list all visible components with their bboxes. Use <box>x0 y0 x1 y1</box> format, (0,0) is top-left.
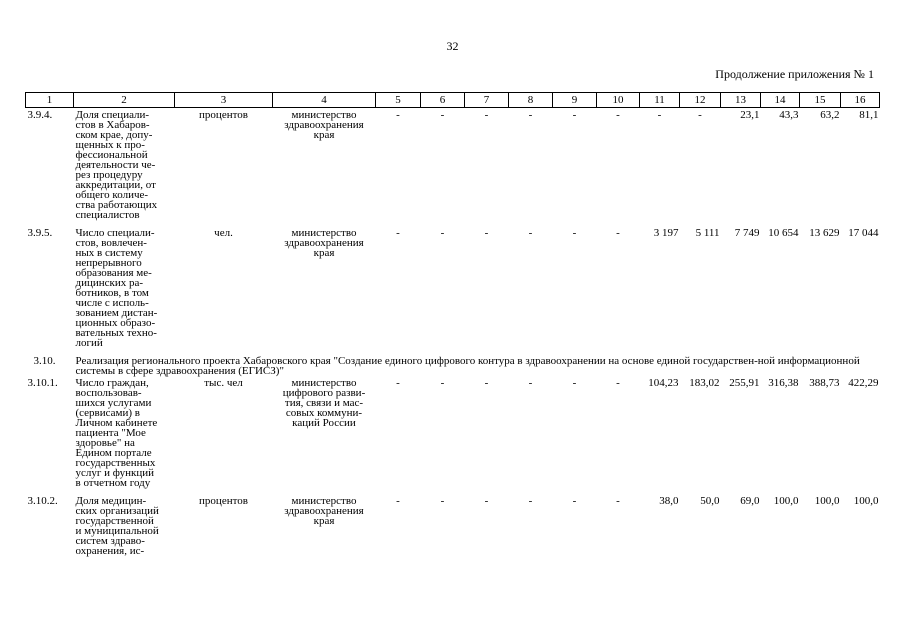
column-number-row <box>26 93 880 108</box>
value-cell: - <box>616 495 620 507</box>
column-header: 5 <box>376 93 421 108</box>
column-header: 9 <box>553 93 597 108</box>
column-header: 3 <box>175 93 273 108</box>
value-cell: - <box>396 495 400 507</box>
column-header: 11 <box>640 93 680 108</box>
column-header: 14 <box>761 93 800 108</box>
column-header: 13 <box>721 93 761 108</box>
unit-cell: процентов <box>199 109 248 121</box>
value-cell: 104,23 <box>648 377 679 389</box>
value-cell: - <box>616 227 620 239</box>
value-cell: - <box>484 227 489 239</box>
column-header: 16 <box>841 93 880 108</box>
value-cell: 17 044 <box>848 227 879 239</box>
value-cell: 23,1 <box>740 109 760 121</box>
value-cell: - <box>616 377 620 389</box>
row-number: 3.9.4. <box>27 109 53 121</box>
value-cell: 63,2 <box>820 109 840 121</box>
value-cell: - <box>396 377 400 389</box>
value-cell: - <box>440 109 445 121</box>
column-header: 15 <box>800 93 841 108</box>
row-number: 3.10.2. <box>27 495 58 507</box>
value-cell: 388,73 <box>809 377 840 389</box>
column-header: 12 <box>680 93 721 108</box>
column-header: 4 <box>273 93 376 108</box>
value-cell: 100,0 <box>814 495 840 507</box>
indicator-name: Число граждан, воспользовав- шихся услугами (сервисами) в Личном кабинете пациента "Мое здоровье" на Едином портале государственных услуг и функций в отчетном году <box>75 377 158 489</box>
indicator-name: Доля медицин- ских организаций государственной и муниципальной систем здраво- охранения, ис- <box>75 495 159 557</box>
value-cell: 50,0 <box>700 495 720 507</box>
table-row <box>26 226 880 348</box>
section-number: 3.10. <box>33 355 56 367</box>
page-number: 32 <box>446 39 459 53</box>
value-cell: 5 111 <box>695 227 720 239</box>
unit-cell: процентов <box>199 495 248 507</box>
value-cell: 38,0 <box>659 495 679 507</box>
row-number: 3.9.5. <box>27 227 53 239</box>
value-cell: - <box>528 227 533 239</box>
value-cell: - <box>528 377 533 389</box>
value-cell: - <box>440 227 445 239</box>
value-cell: - <box>528 495 533 507</box>
table-row <box>26 108 880 221</box>
unit-cell: тыс. чел <box>204 377 243 389</box>
value-cell: 3 197 <box>653 227 679 239</box>
section-title: Реализация регионального проекта Хабаровского края "Создание единого цифрового контура в здравоохранении на основе единой государствен-ной информационной системы в сфере здравоохранения (ЕГИСЗ)" <box>75 355 860 377</box>
responsible-cell: министерство здравоохранения края <box>284 109 364 141</box>
value-cell: - <box>396 109 400 121</box>
value-cell: 81,1 <box>859 109 879 121</box>
section-row <box>26 354 880 376</box>
value-cell: 69,0 <box>740 495 760 507</box>
value-cell: 7 749 <box>734 227 760 239</box>
row-number: 3.10.1. <box>27 377 58 389</box>
indicators-table <box>25 92 880 556</box>
value-cell: - <box>528 109 533 121</box>
column-header: 8 <box>509 93 553 108</box>
value-cell: - <box>484 495 489 507</box>
value-cell: - <box>572 109 577 121</box>
value-cell: - <box>440 495 445 507</box>
value-cell: 422,29 <box>848 377 879 389</box>
value-cell: - <box>484 109 489 121</box>
responsible-cell: министерство цифрового разви- тия, связи и мас- совых коммуни- каций России <box>282 377 366 429</box>
responsible-cell: министерство здравоохранения края <box>284 227 364 259</box>
value-cell: - <box>698 109 702 121</box>
value-cell: - <box>657 109 662 121</box>
value-cell: 100,0 <box>773 495 799 507</box>
column-header: 2 <box>74 93 175 108</box>
value-cell: 255,91 <box>729 377 760 389</box>
value-cell: - <box>572 495 577 507</box>
indicator-name: Доля специали- стов в Хабаров- ском крае, допу- щенных к про- фессиональной деятельности че- рез процедуру аккредитации, от общего количе- ства работающих специалистов <box>75 109 158 221</box>
unit-cell: чел. <box>214 227 233 239</box>
value-cell: 183,02 <box>689 377 720 389</box>
column-header: 10 <box>597 93 640 108</box>
responsible-cell: министерство здравоохранения края <box>284 495 364 527</box>
value-cell: - <box>616 109 620 121</box>
value-cell: 316,38 <box>768 377 799 389</box>
indicator-name: Число специали- стов, вовлечен- ных в систему непрерывного образования ме- дицинских ра- ботников, в том числе с исполь- зованием дистан- ционных образо- вательных техно- логий <box>75 227 158 349</box>
column-header: 6 <box>421 93 465 108</box>
table-row <box>26 376 880 488</box>
value-cell: 10 654 <box>768 227 799 239</box>
value-cell: 13 629 <box>809 227 840 239</box>
table-row <box>26 494 880 556</box>
value-cell: - <box>572 377 577 389</box>
value-cell: 43,3 <box>779 109 799 121</box>
value-cell: 100,0 <box>853 495 879 507</box>
value-cell: - <box>484 377 489 389</box>
appendix-continuation-label: Продолжение приложения № 1 <box>715 67 874 81</box>
column-header: 7 <box>465 93 509 108</box>
column-header: 1 <box>26 93 74 108</box>
value-cell: - <box>396 227 400 239</box>
value-cell: - <box>440 377 445 389</box>
value-cell: - <box>572 227 577 239</box>
